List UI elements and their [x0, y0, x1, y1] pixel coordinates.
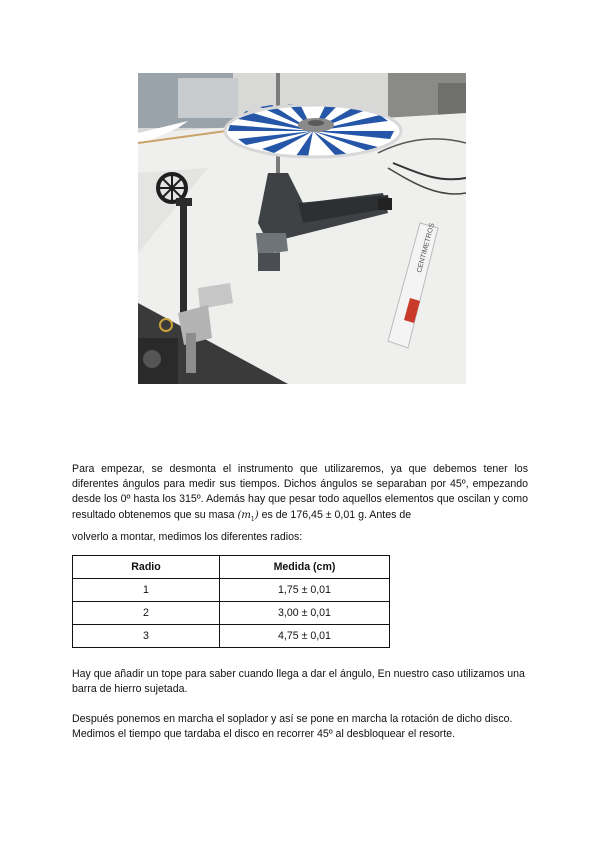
intro-last-line: volverlo a montar, medimos los diferentes radios:: [72, 530, 303, 543]
blower-paragraph: [72, 712, 528, 742]
table-header-row: [73, 556, 390, 579]
cell-medida: 3,00 ± 0,01: [220, 602, 390, 625]
cell-medida: 4,75 ± 0,01: [220, 625, 390, 648]
intro-text: Para empezar, se desmonta el instrumento que utilizaremos, ya que debemos tener los diferentes ángulos para medir sus tiempos. Dichos ángulos se separaban por 45º, empezando desde los 0º hasta los 315º. Además hay que pesar todo aquellos elementos que oscilan y como resultado obtenemos que su masa: [72, 463, 528, 521]
blower-line: Después ponemos en marcha el soplador y así se pone en marcha la rotación de dicho disco.: [72, 713, 513, 725]
intro-paragraph: [72, 462, 528, 545]
table-row: [73, 579, 390, 602]
stopper-paragraph: Hay que añadir un tope para saber cuando llega a dar el ángulo, En nuestro caso utilizamos una barra de hierro sujetada.: [72, 668, 525, 696]
lab-apparatus-photo-icon: [138, 73, 466, 384]
timing-line: Medimos el tiempo que tardaba el disco en recorrer 45º al desbloquear el resorte.: [72, 728, 456, 741]
ruler-label: CENTIMETROS: [416, 222, 437, 274]
table-row: [73, 625, 390, 648]
table-row: [73, 602, 390, 625]
header-medida: Medida (cm): [220, 556, 390, 579]
mass-value-text: es de 176,45 ± 0,01 g. Antes de: [261, 508, 412, 521]
mass-symbol: $(m_1)$: [237, 509, 259, 523]
radii-table: [72, 555, 390, 648]
lab-apparatus-photo: [138, 73, 466, 384]
cell-medida: 1,75 ± 0,01: [220, 579, 390, 602]
cell-radio: 3: [73, 625, 220, 648]
header-radio: Radio: [73, 556, 220, 579]
cell-radio: 2: [73, 602, 220, 625]
cell-radio: 1: [73, 579, 220, 602]
